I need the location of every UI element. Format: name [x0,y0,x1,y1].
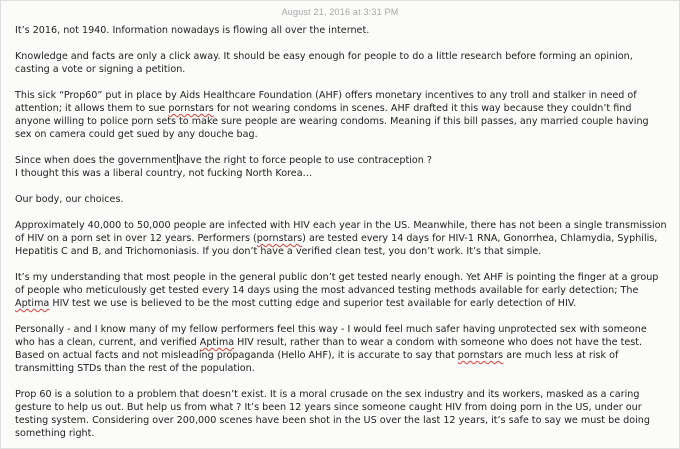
paragraph-text: ) are tested every 14 days for HIV-1 RNA, Gonorrhea, Chlamydia, Syphilis, Hepatitis C and B, and Trichomoniasis. If you don’t have a verified clean test, you don’t work. It’s that simple. [15,233,658,257]
paragraph-text: Since when does the government [15,155,177,166]
paragraph-knowledge: Knowledge and facts are only a click away. It should be easy enough for people to do a little research before forming an opinion, casting a vote or signing a petition. [15,51,633,75]
note-timestamp: August 21, 2016 at 3:31 PM [281,7,399,17]
note-body[interactable] [1,23,679,440]
misspelled-word[interactable]: pornstars [256,233,303,244]
misspelled-word[interactable]: Aptima [15,298,50,309]
paragraph-conclusion: Prop 60 is a solution to a problem that doesn’t exist. It is a moral crusade on the sex industry and its workers, masked as a caring gesture to help us out. But help us from what ? It’s been 12 years since someone caught HIV from doing porn in the US, under our testing system. Considering over 200,000 scenes have been shot in the US over the last 12 years, it’s safe to say we must be doing something right. [15,389,650,439]
paragraph-text: for not wearing condoms in scenes. AHF drafted it this way because they couldn’t find anyone willing to police porn sets to make sure people are wearing condoms. Meaning if this bill passes, any married couple having sex on camera could get sued by any douche bag. [15,103,649,140]
paragraph-text: HIV test we use is believed to be the most cutting edge and superior test available for early detection of HIV. [49,298,577,309]
paragraph-hiv-stats [15,219,667,258]
misspelled-word[interactable]: pornstars [457,350,504,361]
paragraph-prop60 [15,89,667,141]
paragraph-text: are much less at risk of transmitting STDs than the rest of the population. [15,350,619,374]
misspelled-word[interactable]: Aptima [199,337,235,348]
paragraph-choices: Our body, our choices. [15,194,124,205]
misspelled-word[interactable]: pornstars [168,103,214,114]
paragraph-intro: It’s 2016, not 1940. Information nowadays is flowing all over the internet. [15,25,370,36]
paragraph-liberal: I thought this was a liberal country, not fucking North Korea… [15,168,313,179]
paragraph-text: Personally - and I know many of my fellow performers feel this way - I would feel much safer having unprotected sex with someone who has a clean, current, and verified [15,324,647,348]
paragraph-text: This sick “Prop60” put in place by Aids Healthcare Foundation (AHF) offers monetary incentives to any troll and stalker in need of attention; it allows them to sue [15,90,637,114]
paragraph-government [15,154,667,167]
paragraph-text: Approximately 40,000 to 50,000 people are infected with HIV each year in the US. Meanwhile, there has not been a single transmission of HIV on a porn set in over 12 years. Performers ( [15,220,667,244]
paragraph-personally [15,323,667,375]
paragraph-text: It’s my understanding that most people in the general public don’t get tested nearly enough. Yet AHF is pointing the finger at a group of people who meticulously get tested every 14 days using the most advanced testing methods available for early detection; The [15,272,659,296]
paragraph-text: HIV result, rather than to wear a condom with someone who does not have the test. Based on actual facts and not misleading propaganda (Hello AHF), it is accurate to say that [15,337,643,361]
paragraph-testing [15,271,667,310]
paragraph-text: have the right to force people to use contraception ? [178,155,432,166]
